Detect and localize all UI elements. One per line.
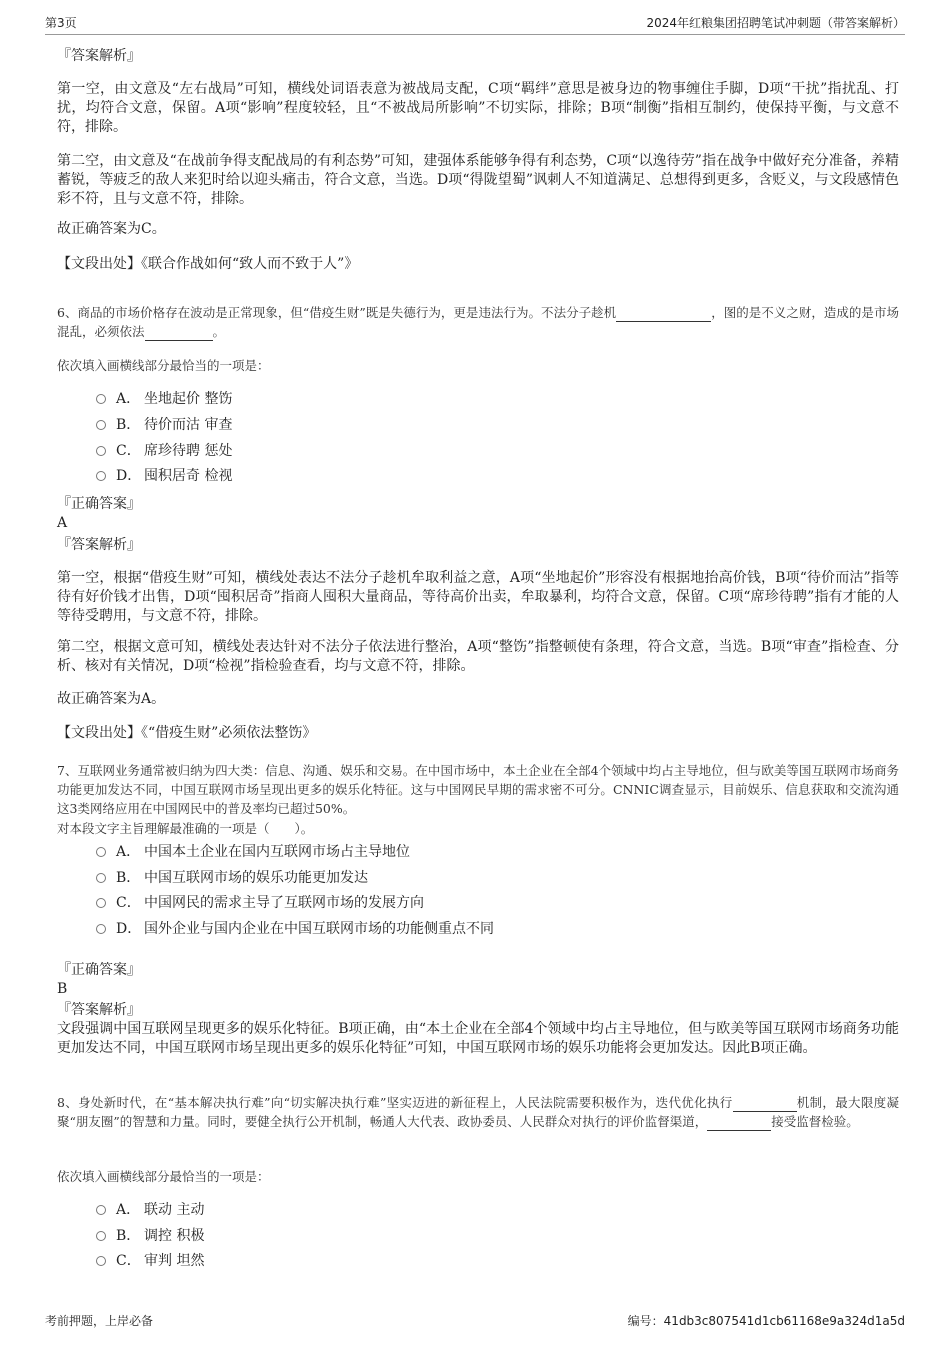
radio-icon[interactable]	[96, 1256, 106, 1266]
q6-analysis-p1: 第一空，根据“借疫生财”可知，横线处表达不法分子趁机牟取利益之意，A项“坐地起价”形容没有根据地抬高价钱，B项“待价而沽”指等待有好价钱才出售，D项“囤积居奇”指商人囤积大量商品，等待高价出卖，牟取暴利，均符合文意，保留。C项“席珍待聘”指有才能的人等待受聘用，与文意不符，排除。	[57, 570, 899, 624]
q8-option-a[interactable]: A． 联动 主动	[96, 1200, 204, 1220]
blank	[145, 340, 213, 341]
blank	[707, 1130, 771, 1131]
q6-option-d[interactable]: D． 囤积居奇 检视	[96, 466, 232, 486]
q7-answer-label: 『正确答案』	[57, 962, 141, 978]
q7-option-c[interactable]: C． 中国网民的需求主导了互联网市场的发展方向	[96, 893, 424, 913]
q6-prompt: 依次填入画横线部分最恰当的一项是：	[57, 358, 270, 373]
q5-source: 【文段出处】《联合作战如何“致人而不致于人”》	[57, 256, 359, 272]
radio-icon[interactable]	[96, 420, 106, 430]
q7-answer: B	[57, 981, 68, 997]
radio-icon[interactable]	[96, 847, 106, 857]
q5-analysis-p1: 第一空，由文意及“左右战局”可知，横线处词语表意为被战局支配，C项“羁绊”意思是被身边的物事缠住手脚，D项“干扰”指扰乱、打扰，均符合文意，保留。A项“影响”程度较轻，且“不被战局所影响”不切实际，排除；B项“制衡”指相互制约，使保持平衡，与文意不符，排除。	[57, 81, 899, 135]
blank	[733, 1111, 797, 1112]
q5-analysis-label: 『答案解析』	[57, 48, 141, 64]
q5-analysis-p2: 第二空，由文意及“在战前争得支配战局的有利态势”可知，建强体系能够争得有利态势，C项“以逸待劳”指在战争中做好充分准备，养精蓄锐，等疲乏的敌人来犯时给以迎头痛击，符合文意，当选。D项“得陇望蜀”讽刺人不知道满足、总想得到更多，含贬义，与文段感情色彩不符，且与文意不符，排除。	[57, 153, 899, 207]
q7-prompt: 对本段文字主旨理解最准确的一项是（ ）。	[57, 821, 314, 836]
q6-stem: 6、商品的市场价格存在波动是正常现象，但“借疫生财”既是失德行为，更是违法行为。不法分子趁机 ，图的是不义之财，造成的是市场混乱，必须依法 。	[57, 305, 899, 339]
q6-source: 【文段出处】《“借疫生财”必须依法整饬》	[57, 725, 317, 741]
footer-slogan: 考前押题，上岸必备	[45, 1314, 154, 1328]
page-number: 第3页	[45, 16, 77, 30]
q7-stem: 7、互联网业务通常被归纳为四大类：信息、沟通、娱乐和交易。在中国市场中，本土企业在全部4个领域中均占主导地位，但与欧美等国互联网市场商务功能更加发达不同，中国互联网市场呈现出更多的娱乐化特征。这与中国网民早期的需求密不可分。CNNIC调查显示，目前娱乐、信息获取和交流沟通这3类网络应用在中国网民中的普及率均已超过50%。	[57, 763, 899, 816]
radio-icon[interactable]	[96, 873, 106, 883]
radio-icon[interactable]	[96, 924, 106, 934]
q8-option-b[interactable]: B． 调控 积极	[96, 1226, 204, 1246]
q7-option-d[interactable]: D． 国外企业与国内企业在中国互联网市场的功能侧重点不同	[96, 919, 494, 939]
q6-answer-label: 『正确答案』	[57, 496, 141, 512]
document-code: 编号：41db3c807541d1cb61168e9a324d1a5d	[627, 1314, 905, 1328]
q6-analysis-label: 『答案解析』	[57, 537, 141, 553]
q7-option-a[interactable]: A． 中国本土企业在国内互联网市场占主导地位	[96, 842, 410, 862]
q6-option-b[interactable]: B． 待价而沽 审查	[96, 415, 232, 435]
radio-icon[interactable]	[96, 446, 106, 456]
document-title: 2024年红粮集团招聘笔试冲刺题（带答案解析）	[646, 16, 905, 30]
q6-option-c[interactable]: C． 席珍待聘 惩处	[96, 441, 232, 461]
q8-prompt: 依次填入画横线部分最恰当的一项是：	[57, 1169, 270, 1184]
radio-icon[interactable]	[96, 394, 106, 404]
q6-answer: A	[57, 515, 68, 531]
q6-analysis-p2: 第二空，根据文意可知，横线处表达针对不法分子依法进行整治，A项“整饬”指整顿使有条理，符合文意，当选。B项“审查”指检查、分析、核对有关情况，D项“检视”指检验查看，均与文意不符，排除。	[57, 639, 899, 674]
page-header	[45, 12, 905, 35]
blank	[616, 321, 711, 322]
radio-icon[interactable]	[96, 1231, 106, 1241]
radio-icon[interactable]	[96, 471, 106, 481]
q7-option-b[interactable]: B． 中国互联网市场的娱乐功能更加发达	[96, 868, 368, 888]
q8-stem: 8、身处新时代，在“基本解决执行难”向“切实解决执行难”坚实迈进的新征程上，人民法院需要积极作为，迭代优化执行 机制，最大限度凝聚“朋友圈”的智慧和力量。同时，要健全执行公开机制，畅通人大代表、政协委员、人民群众对执行的评价监督渠道， 接受监督检验。	[57, 1095, 899, 1129]
q6-option-a[interactable]: A． 坐地起价 整饬	[96, 389, 232, 409]
q8-option-c[interactable]: C． 审判 坦然	[96, 1251, 204, 1271]
q6-conclusion: 故正确答案为A。	[57, 691, 166, 707]
q7-analysis-label: 『答案解析』	[57, 1002, 141, 1018]
radio-icon[interactable]	[96, 1205, 106, 1215]
q5-conclusion: 故正确答案为C。	[57, 221, 166, 237]
q7-analysis: 文段强调中国互联网呈现更多的娱乐化特征。B项正确，由“本土企业在全部4个领域中均占主导地位，但与欧美等国互联网市场商务功能更加发达不同，中国互联网市场呈现出更多的娱乐化特征”可知，中国互联网市场的娱乐功能将会更加发达。因此B项正确。	[57, 1021, 899, 1056]
radio-icon[interactable]	[96, 898, 106, 908]
